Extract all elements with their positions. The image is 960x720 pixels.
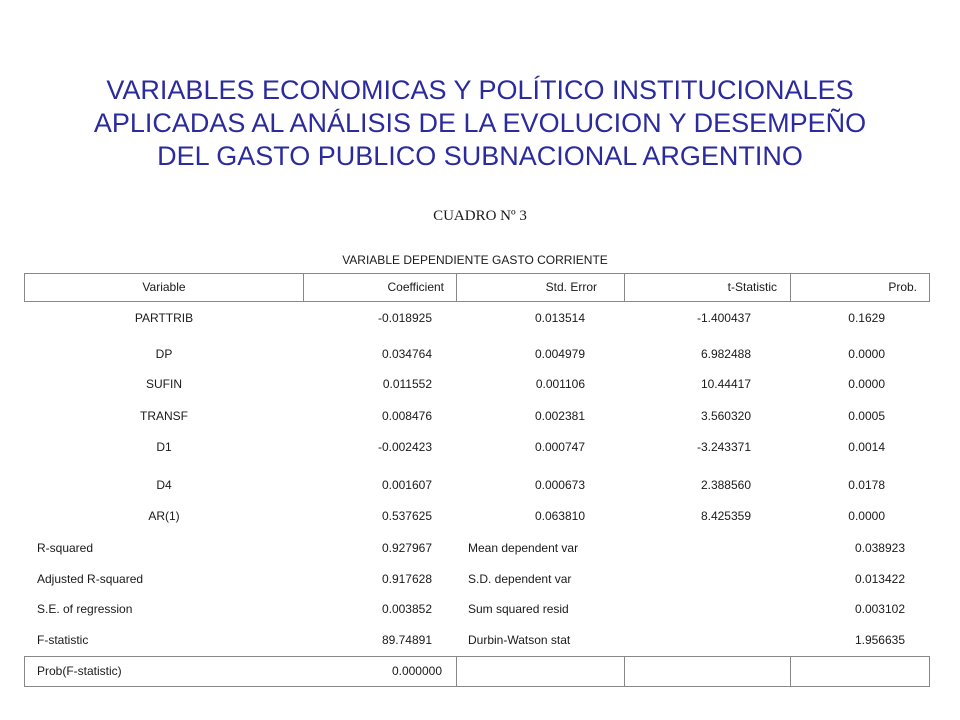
row-t-statistic: 10.44417	[700, 377, 751, 391]
title-line-2: APLICADAS AL ANÁLISIS DE LA EVOLUCION Y DESEMPEÑO	[93, 108, 867, 138]
row-prob: 0.1629	[848, 311, 885, 325]
row-coefficient: 0.537625	[381, 509, 432, 523]
table-number: CUADRO Nº 3	[433, 208, 527, 224]
row-t-statistic: -3.243371	[696, 440, 751, 454]
row-variable: SUFIN	[146, 377, 182, 391]
stat-label: S.E. of regression	[37, 602, 133, 616]
stat-value: 0.003102	[854, 602, 905, 616]
row-prob: 0.0000	[848, 509, 885, 523]
row-coefficient: 0.034764	[381, 347, 432, 361]
stat-label: Mean dependent var	[468, 541, 579, 555]
row-std-error: 0.000747	[534, 440, 585, 454]
row-coefficient: -0.002423	[377, 440, 432, 454]
main-title	[0, 74, 960, 173]
stat-label: R-squared	[37, 541, 94, 555]
prob-f-divider	[456, 656, 457, 687]
row-coefficient: 0.001607	[381, 478, 432, 492]
stat-value: 0.927967	[381, 541, 432, 555]
prob-f-value: 0.000000	[391, 664, 442, 678]
row-prob: 0.0178	[848, 478, 885, 492]
stat-value: 0.917628	[381, 572, 432, 586]
prob-f-label: Prob(F-statistic)	[37, 664, 122, 678]
table-subtitle: VARIABLE DEPENDIENTE GASTO CORRIENTE	[342, 253, 608, 267]
row-variable: AR(1)	[148, 509, 180, 523]
row-t-statistic: 6.982488	[700, 347, 751, 361]
header-variable: Variable	[142, 280, 186, 294]
row-std-error: 0.004979	[534, 347, 585, 361]
stat-value: 1.956635	[854, 633, 905, 647]
stat-label: Sum squared resid	[468, 602, 569, 616]
row-coefficient: 0.008476	[381, 409, 432, 423]
row-variable: D4	[156, 478, 172, 492]
row-std-error: 0.001106	[535, 377, 585, 391]
row-coefficient: -0.018925	[377, 311, 432, 325]
row-std-error: 0.000673	[534, 478, 585, 492]
row-coefficient: 0.011552	[382, 377, 432, 391]
row-std-error: 0.013514	[534, 311, 585, 325]
row-t-statistic: -1.400437	[696, 311, 751, 325]
row-std-error: 0.002381	[534, 409, 585, 423]
row-t-statistic: 2.388560	[700, 478, 751, 492]
prob-f-row	[24, 656, 930, 687]
title-line-1: VARIABLES ECONOMICAS Y POLÍTICO INSTITUCIONALES	[106, 75, 854, 105]
row-variable: D1	[156, 440, 172, 454]
stat-value: 0.038923	[854, 541, 905, 555]
stat-label: S.D. dependent var	[468, 572, 572, 586]
row-prob: 0.0000	[848, 377, 885, 391]
row-t-statistic: 8.425359	[700, 509, 751, 523]
stat-label: Adjusted R-squared	[37, 572, 144, 586]
row-t-statistic: 3.560320	[700, 409, 751, 423]
prob-f-divider	[790, 656, 791, 687]
row-prob: 0.0000	[848, 347, 885, 361]
row-prob: 0.0005	[848, 409, 885, 423]
header-t-statistic: t-Statistic	[727, 280, 777, 294]
row-variable: DP	[155, 347, 173, 361]
header-prob: Prob.	[888, 280, 917, 294]
stat-label: Durbin-Watson stat	[468, 633, 571, 647]
row-variable: TRANSF	[140, 409, 188, 423]
header-coefficient: Coefficient	[387, 280, 444, 294]
stat-value: 89.74891	[381, 633, 432, 647]
row-prob: 0.0014	[848, 440, 885, 454]
row-std-error: 0.063810	[534, 509, 585, 523]
stat-label: F-statistic	[37, 633, 89, 647]
header-std-error: Std. Error	[545, 280, 597, 294]
title-line-3: DEL GASTO PUBLICO SUBNACIONAL ARGENTINO	[157, 141, 803, 171]
stat-value: 0.003852	[381, 602, 432, 616]
stat-value: 0.013422	[854, 572, 905, 586]
row-variable: PARTTRIB	[134, 311, 194, 325]
prob-f-divider	[624, 656, 625, 687]
